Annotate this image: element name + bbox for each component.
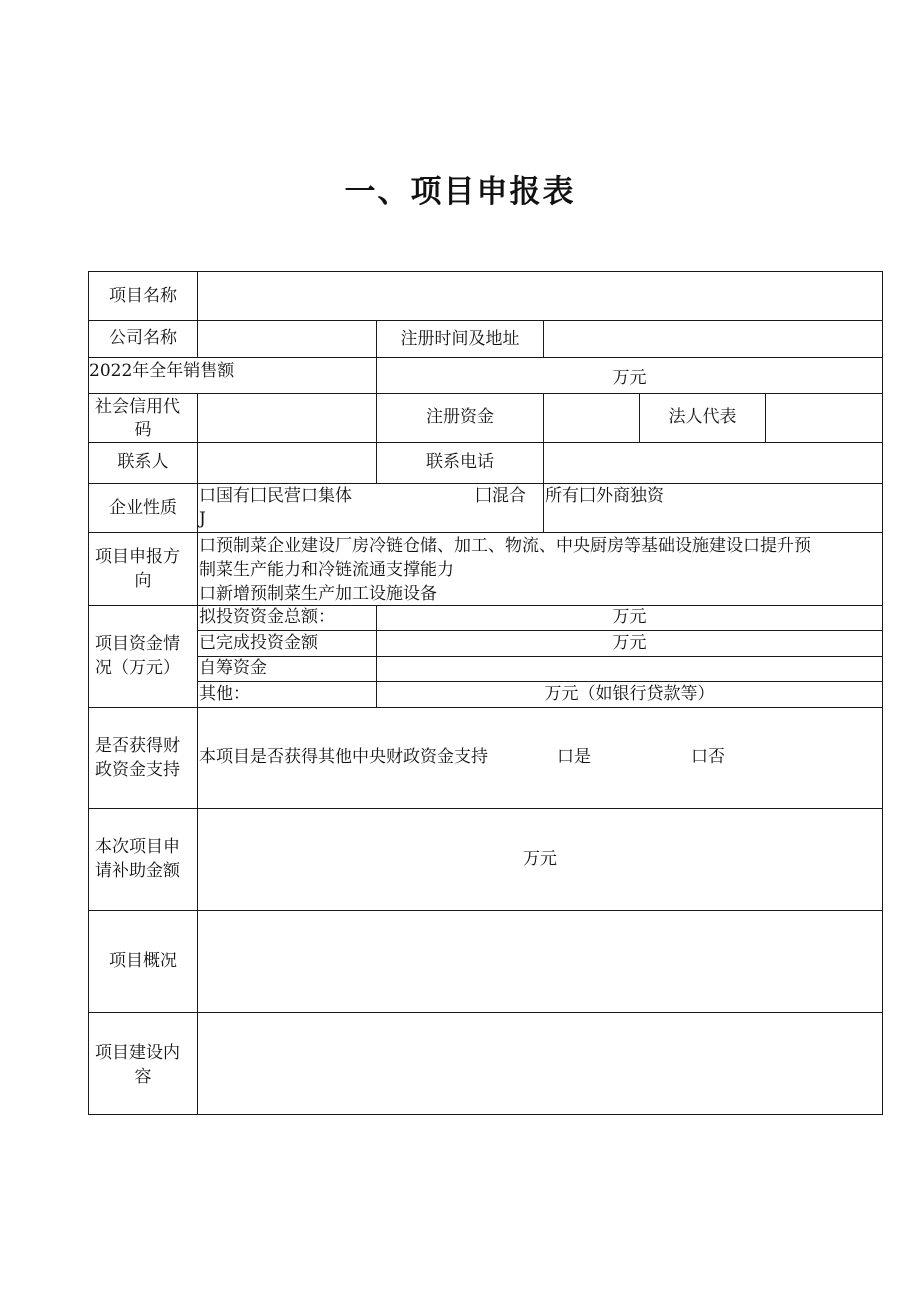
credit-code-field[interactable] <box>198 394 376 442</box>
enterprise-nature-options-3[interactable]: 所有囗外商独资 <box>545 486 664 506</box>
declaration-direction-label-line2: 向 <box>134 571 152 591</box>
credit-code-label-line1: 社会信用代 <box>95 397 180 417</box>
grid-line <box>88 532 883 533</box>
grid-line <box>88 357 883 358</box>
funding-item-label: 其他： <box>199 684 250 704</box>
project-overview-label: 项目概况 <box>109 951 177 971</box>
grid-line <box>88 1114 883 1115</box>
subsidy-amount-label-line1: 本次项目申 <box>95 837 180 857</box>
construction-content-label-line1: 项目建设内 <box>95 1043 180 1063</box>
annual-sales-label: 2022年全年销售额 <box>89 361 235 381</box>
funding-item-label: 自筹资金 <box>199 658 267 678</box>
enterprise-nature-options-2[interactable]: 囗混合 <box>475 486 526 506</box>
funding-item-label: 拟投资资金总额： <box>199 607 335 627</box>
fiscal-support-label-line1: 是否获得财 <box>95 736 180 756</box>
funding-item-value[interactable]: 万元 <box>612 607 647 627</box>
credit-code-label-line2: 码 <box>134 420 152 440</box>
registration-time-address-label: 注册时间及地址 <box>400 329 520 349</box>
contact-phone-label: 联系电话 <box>426 452 494 472</box>
registration-time-address-field[interactable] <box>544 321 882 357</box>
grid-line <box>88 271 89 1115</box>
grid-line <box>882 271 883 1115</box>
funding-item-value[interactable] <box>377 656 882 681</box>
company-name-field[interactable] <box>198 321 376 357</box>
fiscal-support-no-checkbox[interactable]: 口否 <box>691 747 725 767</box>
company-name-label: 公司名称 <box>109 328 177 348</box>
funding-label-line1: 项目资金情 <box>95 634 180 654</box>
contact-person-label: 联系人 <box>117 452 169 472</box>
construction-content-field[interactable] <box>198 1013 882 1114</box>
declaration-direction-option2[interactable]: 口新增预制菜生产加工设施设备 <box>199 584 437 604</box>
grid-line <box>88 707 883 708</box>
project-overview-field[interactable] <box>198 911 882 1012</box>
contact-phone-field[interactable] <box>544 443 882 483</box>
declaration-direction-label-line1: 项目申报方 <box>95 547 180 567</box>
enterprise-nature-label: 企业性质 <box>109 498 177 518</box>
funding-item-label: 已完成投资金额 <box>199 633 318 653</box>
fiscal-support-label-line2: 政资金支持 <box>95 760 180 780</box>
registered-capital-field[interactable] <box>544 394 639 442</box>
declaration-direction-option1-line2: 制菜生产能力和冷链流通支撑能力 <box>199 560 454 580</box>
funding-item-value[interactable]: 万元 <box>612 633 647 653</box>
fiscal-support-yes-checkbox[interactable]: 口是 <box>557 747 591 767</box>
annual-sales-unit: 万元 <box>612 368 647 388</box>
legal-representative-label: 法人代表 <box>668 407 737 427</box>
grid-line <box>88 808 883 809</box>
funding-item-value[interactable]: 万元（如银行贷款等） <box>544 684 715 704</box>
registered-capital-label: 注册资金 <box>426 407 494 427</box>
page-title: 一、项目申报表 <box>344 174 576 210</box>
enterprise-nature-options-1[interactable]: 口国有囗民营口集体 <box>199 486 352 506</box>
subsidy-amount-label-line2: 请补助金额 <box>95 861 180 881</box>
construction-content-label-line2: 容 <box>134 1067 152 1087</box>
legal-representative-field[interactable] <box>766 394 882 442</box>
enterprise-nature-stray-mark: J <box>199 509 206 529</box>
project-name-field[interactable] <box>198 272 882 320</box>
fiscal-support-question: 本项目是否获得其他中央财政资金支持 <box>199 747 488 767</box>
declaration-direction-option1-line1[interactable]: 口预制菜企业建设厂房冷链仓储、加工、物流、中央厨房等基础设施建设口提升预 <box>199 536 811 556</box>
funding-label-line2: 况（万元） <box>95 658 180 678</box>
subsidy-amount-unit[interactable]: 万元 <box>523 849 557 869</box>
contact-person-field[interactable] <box>198 443 376 483</box>
project-name-label: 项目名称 <box>109 286 177 306</box>
